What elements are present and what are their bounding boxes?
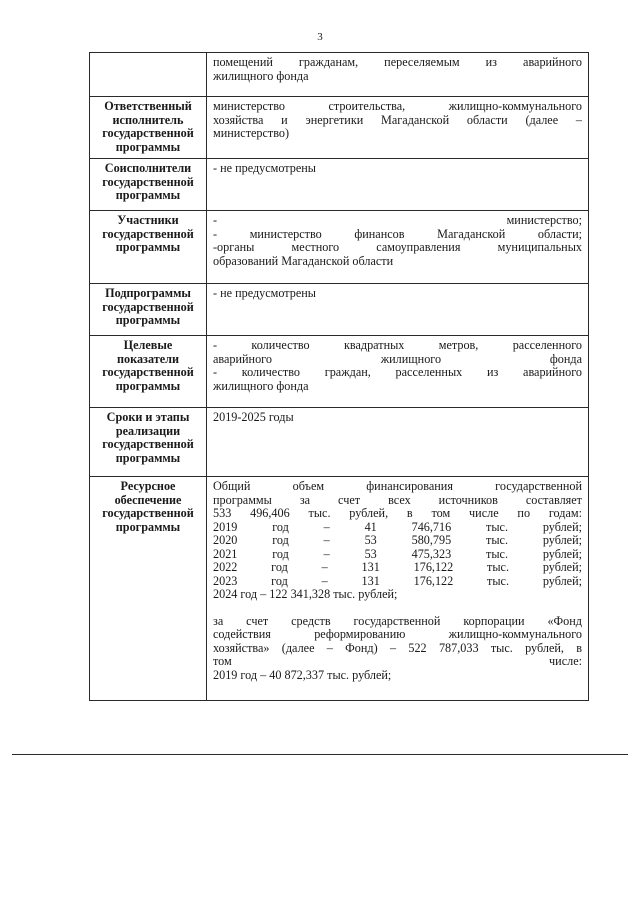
row-value: [207, 53, 589, 97]
row-value: [207, 211, 589, 284]
row-label: Соисполнители государственной программы: [90, 159, 207, 211]
page-bottom-rule: [12, 754, 628, 755]
paragraph-gap: [213, 602, 582, 615]
page-number: 3: [317, 31, 323, 43]
value-line: за счет средств государственной корпорации «Фонд: [213, 613, 582, 628]
row-value: [207, 408, 589, 477]
value-line: министерство): [213, 126, 290, 140]
value-line: - количество граждан, расселенных из аварийного: [213, 365, 582, 379]
table-row: [90, 336, 589, 408]
value-line: 2019-2025 годы: [213, 410, 294, 424]
row-label: Сроки и этапы реализации государственной программы: [90, 408, 207, 477]
table-row: [90, 97, 589, 159]
row-label: Целевые показатели государственной программы: [90, 336, 207, 408]
table-row: [90, 53, 589, 97]
value-line: жилищного фонда: [213, 378, 309, 393]
value-line: 2022 год – 131 176,122 тыс. рублей;: [213, 560, 582, 574]
value-line: - не предусмотрены: [213, 286, 316, 300]
value-line: хозяйства и энергетики Магаданской области (далее –: [213, 112, 582, 127]
value-line: хозяйства» (далее – Фонд) – 522 787,033 тыс. рублей, в: [213, 640, 582, 655]
table-row: [90, 284, 589, 336]
value-line: 2019 год – 41 746,716 тыс. рублей;: [213, 519, 582, 534]
table-row: [90, 159, 589, 211]
value-line: аварийного жилищного фонда: [213, 351, 582, 366]
value-line: 533 496,406 тыс. рублей, в том числе по годам:: [213, 506, 582, 520]
table-row: [90, 211, 589, 284]
value-line: 2020 год – 53 580,795 тыс. рублей;: [213, 533, 582, 547]
value-line: 2023 год – 131 176,122 тыс. рублей;: [213, 573, 582, 588]
value-line: - количество квадратных метров, расселенного: [213, 338, 582, 352]
value-line: 2019 год – 40 872,337 тыс. рублей;: [213, 667, 392, 682]
program-passport-body: [90, 53, 589, 701]
row-value: [207, 336, 589, 408]
row-label: Ответственный исполнитель государственной программы: [90, 97, 207, 159]
value-line: Общий объем финансирования государственной: [213, 479, 582, 493]
value-line: образований Магаданской области: [213, 253, 394, 268]
row-label: Участники государственной программы: [90, 211, 207, 284]
value-line: программы за счет всех источников составляет: [213, 492, 582, 507]
value-line: содействия реформированию жилищно-коммунального: [213, 627, 582, 641]
row-label: [90, 53, 207, 97]
value-line: 2021 год – 53 475,323 тыс. рублей;: [213, 546, 582, 561]
value-line: - министерство;: [213, 213, 582, 227]
row-label: Ресурсное обеспечение государственной программы: [90, 477, 207, 701]
value-line: - не предусмотрены: [213, 161, 316, 175]
value-line: министерство строительства, жилищно-коммунального: [213, 99, 582, 113]
value-line: 2024 год – 122 341,328 тыс. рублей;: [213, 587, 398, 601]
row-value: [207, 97, 589, 159]
table-row: [90, 408, 589, 477]
row-value: [207, 477, 589, 701]
value-line: -органы местного самоуправления муниципальных: [213, 240, 582, 254]
value-line: - министерство финансов Магаданской области;: [213, 226, 582, 241]
value-line: том числе:: [213, 654, 582, 668]
row-label: Подпрограммы государственной программы: [90, 284, 207, 336]
program-passport-table: [89, 52, 589, 701]
value-line: помещений гражданам, переселяемым из аварийного: [213, 55, 582, 69]
row-value: [207, 284, 589, 336]
value-line: жилищного фонда: [213, 68, 309, 83]
row-value: [207, 159, 589, 211]
table-row: [90, 477, 589, 701]
